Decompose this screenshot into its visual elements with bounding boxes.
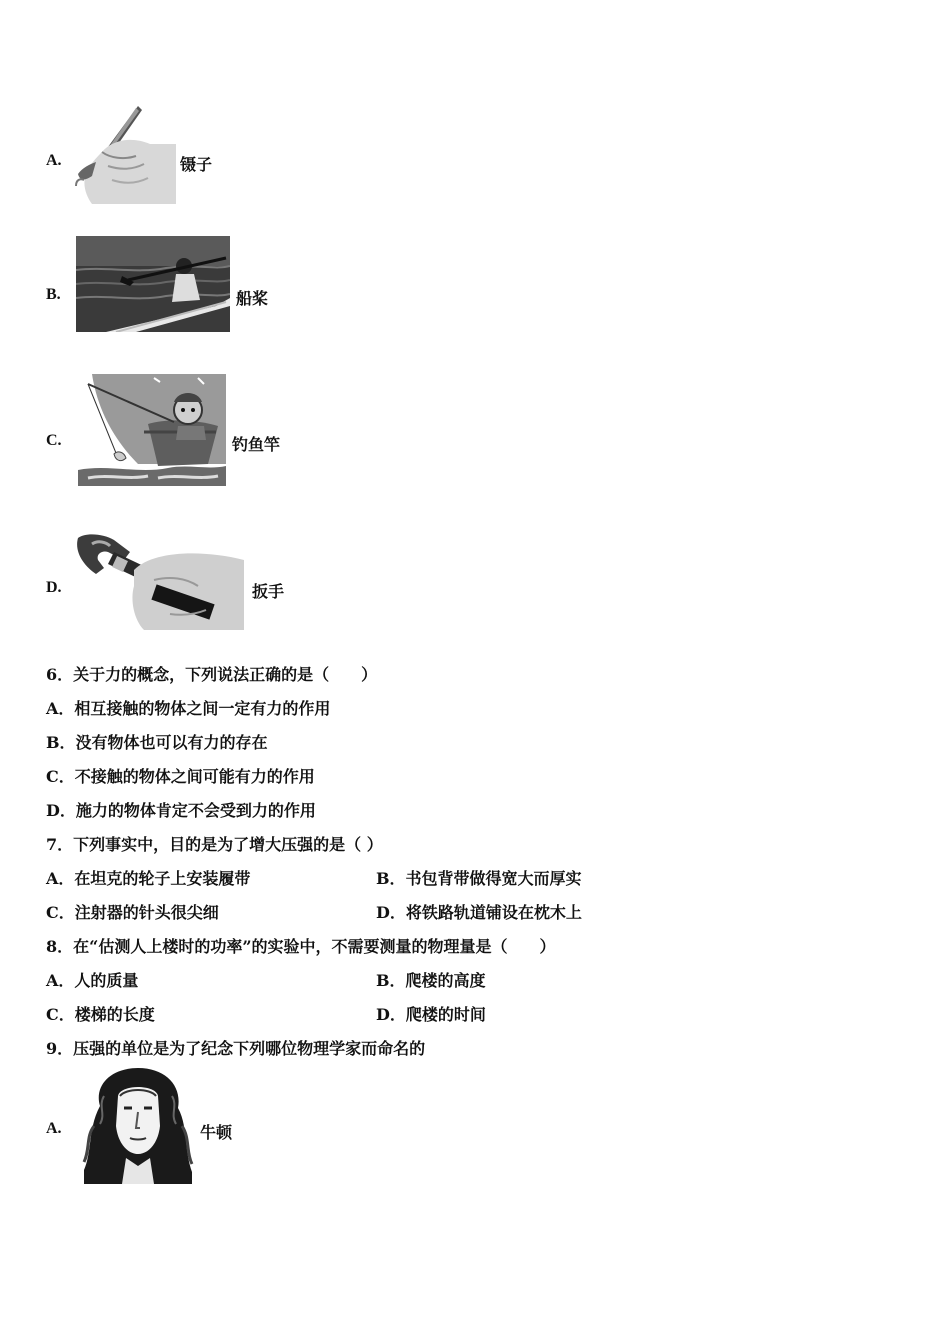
q8-option-d: D．爬楼的时间 xyxy=(376,1005,486,1024)
question-7-stem: 7．下列事实中，目的是为了增大压强的是（ ） xyxy=(46,835,383,854)
option-label: 牛顿 xyxy=(200,1123,233,1142)
option-letter: A. xyxy=(46,152,62,169)
q7-option-c: C．注射器的针头很尖细 xyxy=(46,903,219,922)
kayak-image xyxy=(76,236,230,332)
question-8-stem: 8．在“估测人上楼时的功率”的实验中，不需要测量的物理量是（ ） xyxy=(46,937,556,956)
option-letter: C. xyxy=(46,432,62,449)
question-6-stem: 6．关于力的概念，下列说法正确的是（ ） xyxy=(46,665,378,684)
q8-option-b: B．爬楼的高度 xyxy=(376,971,486,990)
fishing-image xyxy=(78,374,226,486)
option-letter: B. xyxy=(46,286,61,303)
q8-option-c: C．楼梯的长度 xyxy=(46,1005,155,1024)
option-letter: A. xyxy=(46,1120,62,1137)
tweezers-image xyxy=(72,104,178,206)
option-label: 船桨 xyxy=(236,289,269,308)
q6-option-a: A．相互接触的物体之间一定有力的作用 xyxy=(46,699,331,718)
option-label: 扳手 xyxy=(252,582,285,601)
q6-option-c: C．不接触的物体之间可能有力的作用 xyxy=(46,767,315,786)
option-label: 镊子 xyxy=(180,155,213,174)
option-letter: D. xyxy=(46,579,62,596)
q6-option-d: D．施力的物体肯定不会受到力的作用 xyxy=(46,801,316,820)
q8-option-a: A．人的质量 xyxy=(46,971,139,990)
q6-option-b: B．没有物体也可以有力的存在 xyxy=(46,733,268,752)
newton-portrait-image xyxy=(80,1066,196,1184)
q7-option-b: B．书包背带做得宽大而厚实 xyxy=(376,869,582,888)
q7-option-d: D．将铁路轨道铺设在枕木上 xyxy=(376,903,582,922)
question-9-stem: 9．压强的单位是为了纪念下列哪位物理学家而命名的 xyxy=(46,1039,426,1058)
option-label: 钓鱼竿 xyxy=(232,435,281,454)
wrench-image xyxy=(74,530,244,630)
q7-option-a: A．在坦克的轮子上安装履带 xyxy=(46,869,251,888)
